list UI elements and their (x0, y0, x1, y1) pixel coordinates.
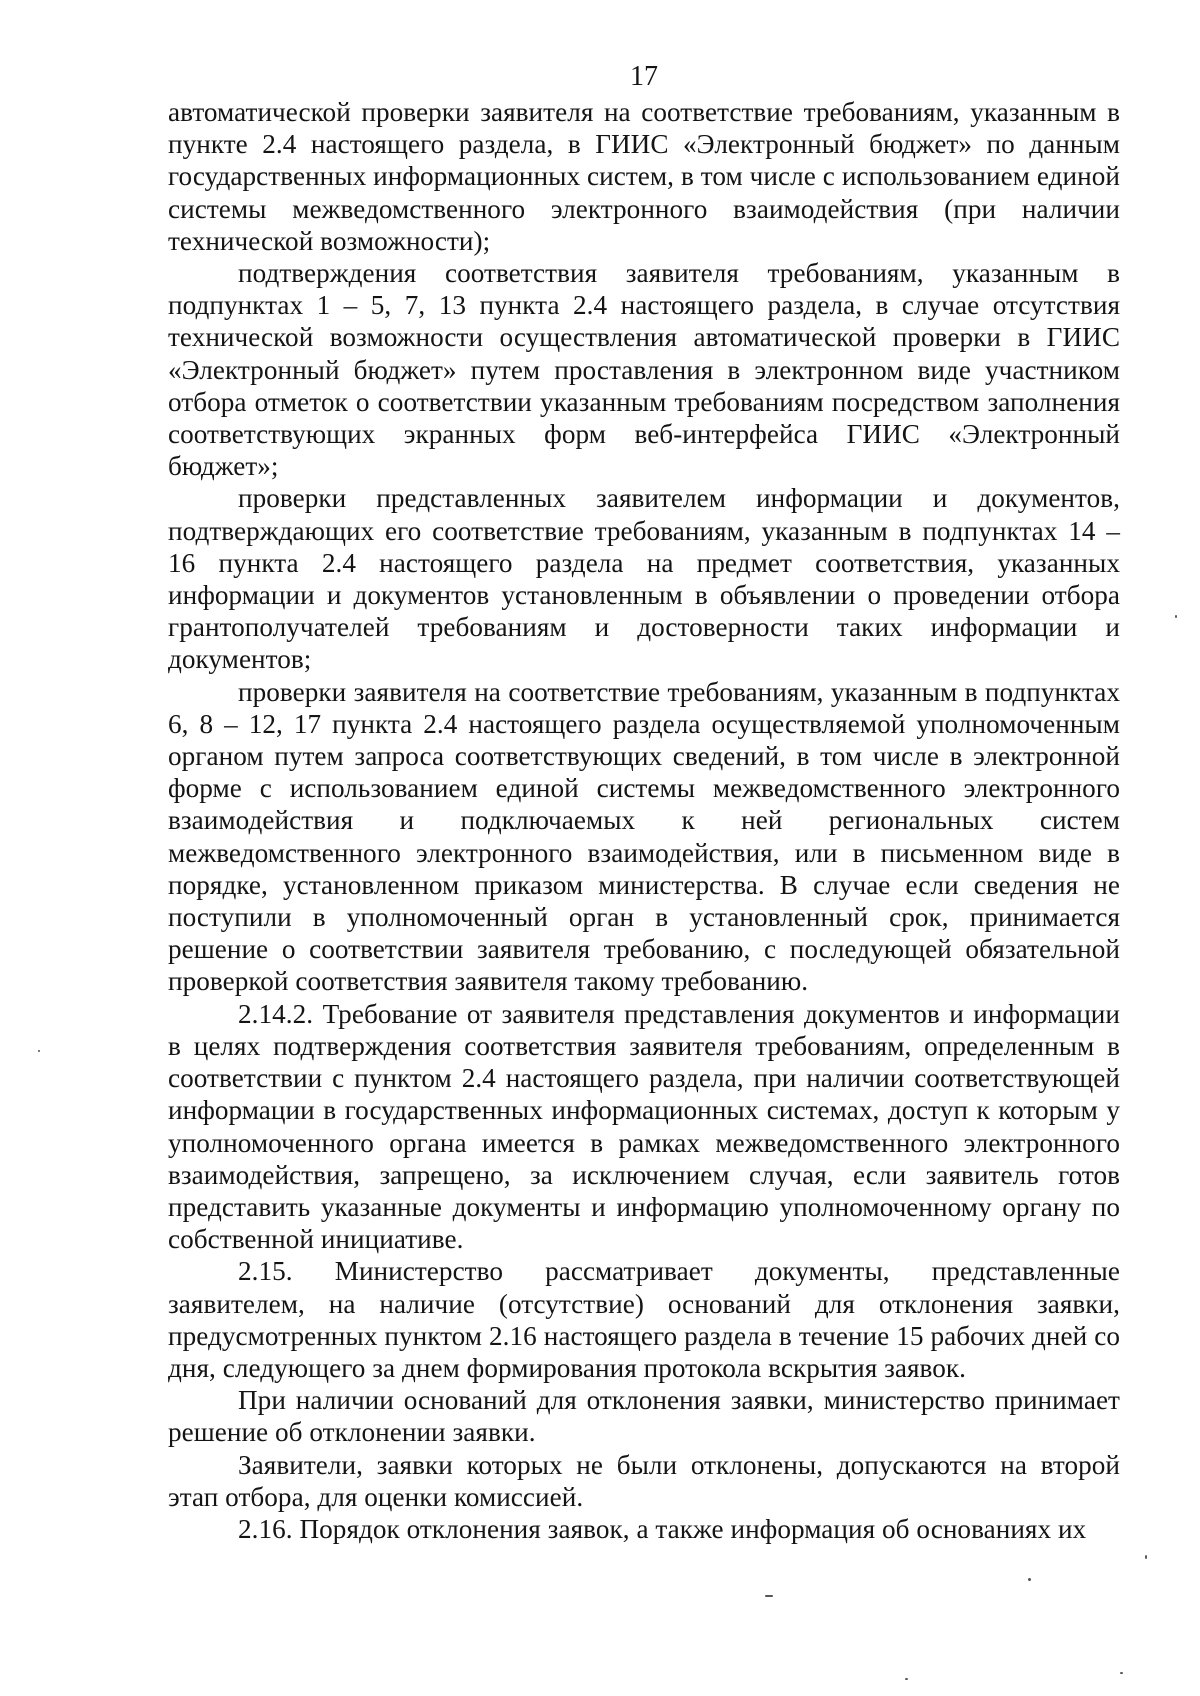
paragraph-2-14-2: 2.14.2. Требование от заявителя представления документов и информации в целях подтверждения соответствия заявителя требованиям, определенным в соответствии с пунктом 2.4 настоящего раздела, при наличии соответствующей информации в государственных информационных системах, доступ к которым у уполномоченного органа имеется в рамках межведомственного электронного взаимодействия, запрещено, за исключением случая, если заявитель готов представить указанные документы и информацию уполномоченному органу по собственной инициативе. (168, 998, 1120, 1255)
paragraph-applicant-check: проверки заявителя на соответствие требованиям, указанным в подпунктах 6, 8 – 12, 17 пункта 2.4 настоящего раздела осуществляемой уполномоченным органом путем запроса соответствующих сведений, в том числе в электронной форме с использованием единой системы межведомственного электронного взаимодействия и подключаемых к ней региональных систем межведомственного электронного взаимодействия, или в письменном виде в порядке, установленном приказом министерства. В случае если сведения не поступили в уполномоченный орган в установленный срок, принимается решение о соответствии заявителя требованию, с последующей обязательной проверкой соответствия заявителя такому требованию. (168, 676, 1120, 997)
scan-speck (905, 1678, 908, 1680)
scan-speck (1028, 1578, 1031, 1581)
scan-speck (1145, 1555, 1147, 1559)
scan-speck (765, 1595, 773, 1597)
paragraph-automatic-check: автоматической проверки заявителя на соответствие требованиям, указанным в пункте 2.4 настоящего раздела, в ГИИС «Электронный бюджет» по данным государственных информационных систем, в том числе с использованием единой системы межведомственного электронного взаимодействия (при наличии технической возможности); (168, 97, 1120, 256)
paragraph-2-15: 2.15. Министерство рассматривает документы, представленные заявителем, на наличие (отсутствие) оснований для отклонения заявки, предусмотренных пунктом 2.16 настоящего раздела в течение 15 рабочих дней со дня, следующего за днем формирования протокола вскрытия заявок. (168, 1256, 1120, 1383)
paragraph-second-stage: Заявители, заявки которых не были отклонены, допускаются на второй этап отбора, для оценки комиссией. (168, 1449, 1120, 1512)
scan-speck (1120, 1672, 1123, 1674)
scan-speck (1175, 615, 1177, 618)
paragraph-documents-check: проверки представленных заявителем информации и документов, подтверждающих его соответствие требованиям, указанным в подпунктах 14 – 16 пункта 2.4 настоящего раздела на предмет соответствия, указанных информации и документов установленным в объявлении о проведении отбора грантополучателей требованиям и достоверности таких информации и документов; (168, 483, 1120, 675)
paragraph-confirmation: подтверждения соответствия заявителя требованиям, указанным в подпунктах 1 – 5, 7, 13 пункта 2.4 настоящего раздела, в случае отсутствия технической возможности осуществления автоматической проверки в ГИИС «Электронный бюджет» путем проставления в электронном виде участником отбора отметок о соответствии указанным требованиям посредством заполнения соответствующих экранных форм веб-интерфейса ГИИС «Электронный бюджет»; (168, 258, 1120, 482)
paragraph-rejection-grounds: При наличии оснований для отклонения заявки, министерство принимает решение об отклонении заявки. (168, 1385, 1120, 1448)
document-page (168, 60, 1120, 1545)
scan-speck (38, 1050, 40, 1052)
page-number: 17 (630, 61, 658, 92)
paragraph-2-16: 2.16. Порядок отклонения заявок, а также информация об основаниях их (238, 1513, 1087, 1544)
